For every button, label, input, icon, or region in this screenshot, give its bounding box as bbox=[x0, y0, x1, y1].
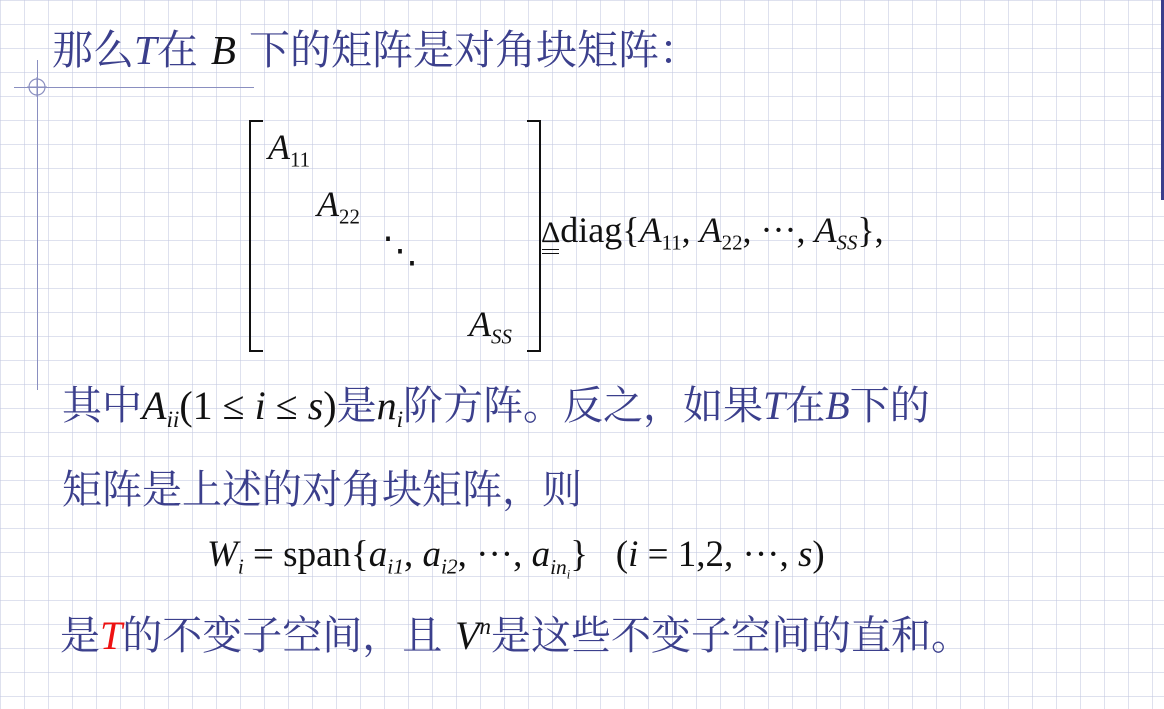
w-range-s: s bbox=[797, 534, 813, 575]
w-an-letter: a bbox=[531, 534, 551, 575]
where-lead: 其中 bbox=[62, 383, 142, 429]
where-b: B bbox=[825, 383, 850, 428]
w-eq-span: = span{ bbox=[243, 534, 369, 575]
conclusion-v-sup: n bbox=[479, 613, 491, 640]
where-is: 是 bbox=[336, 383, 377, 429]
where-n-letter: n bbox=[376, 383, 397, 428]
title-underline-rule bbox=[14, 87, 254, 88]
title-vertical-rule bbox=[37, 60, 38, 390]
w-range-i: i bbox=[628, 534, 639, 575]
diag-a22-letter: A bbox=[699, 210, 722, 250]
w-a2-sub: i2 bbox=[440, 554, 458, 579]
diag-comma-2: , ···, bbox=[742, 210, 815, 250]
where-cond-s: s bbox=[307, 383, 324, 428]
title-mid: 在 bbox=[156, 26, 211, 74]
title-prefix: 那么 bbox=[52, 26, 134, 74]
where-cond-open: (1 ≤ bbox=[179, 383, 255, 428]
where-cond-close: ) bbox=[323, 383, 337, 428]
text-line-where bbox=[62, 383, 930, 434]
title-suffix: 下的矩阵是对角块矩阵： bbox=[235, 26, 700, 74]
w-a1-sub: i1 bbox=[387, 554, 404, 579]
crosshair-bullet-icon bbox=[27, 77, 47, 97]
block-diagonal-matrix bbox=[249, 120, 541, 350]
matrix-ass-letter: A bbox=[469, 304, 491, 344]
slide-title bbox=[52, 26, 700, 74]
conclusion-v-letter: V bbox=[454, 613, 480, 658]
text-line-then: 矩阵是上述的对角块矩阵，则 bbox=[62, 467, 582, 513]
matrix-entry-a22 bbox=[317, 184, 360, 229]
where-a-sub: ii bbox=[166, 407, 180, 434]
matrix-diagonal-dots: ⋱ bbox=[382, 230, 418, 270]
matrix-right-bracket bbox=[527, 120, 541, 352]
where-mid: 在 bbox=[785, 383, 826, 429]
matrix-a11-sub: 11 bbox=[290, 147, 311, 172]
w-comma-2: , ···, bbox=[457, 534, 532, 575]
w-close: } bbox=[570, 534, 589, 575]
diag-open: diag{ bbox=[560, 210, 640, 250]
w-letter: W bbox=[207, 534, 238, 575]
title-t: T bbox=[134, 27, 157, 73]
w-an-sub-in: in bbox=[550, 554, 567, 579]
diag-comma-1: , bbox=[681, 210, 700, 250]
w-range-mid: = 1,2, ···, bbox=[638, 534, 798, 575]
w-an-sub bbox=[550, 555, 570, 579]
w-an-sub-i: i bbox=[566, 566, 571, 581]
where-cond-i: i bbox=[254, 383, 266, 428]
matrix-ass-sub: SS bbox=[491, 324, 512, 349]
diag-a11-sub: 11 bbox=[661, 230, 682, 255]
formula-w-span bbox=[207, 534, 825, 581]
where-rest-1: 阶方阵。反之，如果 bbox=[403, 383, 764, 429]
matrix-a22-letter: A bbox=[317, 184, 339, 224]
diag-ass-letter: A bbox=[814, 210, 837, 250]
diag-a22-sub: 22 bbox=[721, 230, 743, 255]
diag-ass-sub: SS bbox=[836, 230, 858, 255]
diag-definition bbox=[541, 210, 884, 255]
where-a-letter: A bbox=[142, 383, 167, 428]
conclusion-mid: 的不变子空间，且 bbox=[122, 613, 455, 659]
w-a1-letter: a bbox=[368, 534, 388, 575]
text-line-conclusion bbox=[60, 613, 971, 659]
w-range-close: ) bbox=[812, 534, 825, 575]
where-t: T bbox=[763, 383, 786, 428]
where-cond-mid: ≤ bbox=[265, 383, 308, 428]
w-sub: i bbox=[237, 554, 244, 579]
title-b: B bbox=[210, 27, 236, 73]
diag-a11-letter: A bbox=[639, 210, 662, 250]
diag-close: }, bbox=[857, 210, 884, 250]
w-a2-letter: a bbox=[422, 534, 441, 575]
conclusion-t-red: T bbox=[100, 613, 123, 658]
conclusion-rest: 是这些不变子空间的直和。 bbox=[491, 613, 971, 659]
matrix-entry-a11 bbox=[268, 127, 311, 172]
where-n-sub: i bbox=[396, 407, 404, 434]
w-range-open: ( bbox=[588, 534, 629, 575]
matrix-left-bracket bbox=[249, 120, 263, 352]
matrix-a22-sub: 22 bbox=[339, 204, 360, 229]
where-rest-2: 下的 bbox=[849, 383, 930, 429]
delta-definition-symbol: Δ bbox=[541, 216, 561, 249]
matrix-a11-letter: A bbox=[268, 127, 290, 167]
w-comma-1: , bbox=[403, 534, 423, 575]
conclusion-lead: 是 bbox=[60, 613, 100, 659]
matrix-entry-ass bbox=[469, 304, 512, 349]
